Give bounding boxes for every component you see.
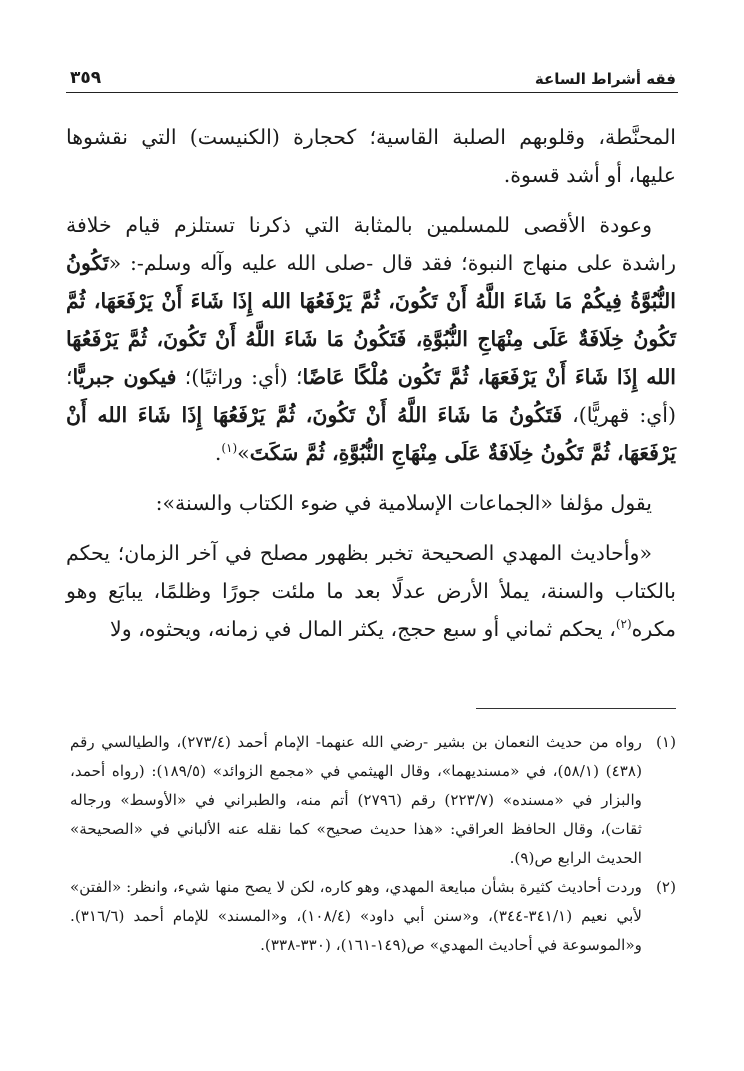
page-header (70, 58, 676, 88)
footnote-ref-2[interactable]: (٢) (615, 617, 632, 632)
hadith-text-c: فَتَكُونُ مَا شَاءَ اللَّهُ أَنْ تَكُونَ، ثُمَّ يَرْفَعُهَا إِذَا شَاءَ الله أَنْ يَرْفَعَهَا، ثُمَّ تَكُونُ خِلَافَةٌ عَلَى مِنْهَاجِ النُّبُوَّةِ، ثُمَّ سَكَتَ (66, 403, 676, 465)
footnote-ref-1[interactable]: (١) (221, 441, 238, 456)
paragraph-2-end: . (214, 441, 222, 465)
paragraph-4 (66, 534, 676, 648)
footnote-2 (70, 873, 676, 960)
hadith-text-b: فيكون جبريًّا (72, 365, 177, 389)
quote-close: » (237, 441, 250, 465)
paragraph-2-gloss-b: ؛ (أي: قهريًّا)، (66, 365, 676, 427)
paragraph-1: المحنَّطة، وقلوبهم الصلبة القاسية؛ كحجارة (الكنيست) التي نقشوها عليها، أو أشد قسوة. (66, 125, 676, 187)
footnote-1 (70, 728, 676, 873)
paragraph-2-intro: وعودة الأقصى للمسلمين بالمثابة التي ذكرنا تستلزم قيام خلافة راشدة على منهاج النبوة؛ فقد قال -صلى الله عليه وآله وسلم-: « (66, 213, 676, 275)
page-number: ٣٥٩ (70, 68, 102, 88)
paragraph-4-text-b: ، يحكم ثماني أو سبع حجج، يكثر المال في زمانه، ويحثوه، ولا (110, 617, 616, 641)
footnote-text: رواه من حديث النعمان بن بشير -رضي الله عنهما- الإمام أحمد (٢٧٣/٤)، والطيالسي رقم (٤٣٨) (٥٨/١)، في «مسنديهما»، وقال الهيثمي في «مجمع الزوائد» (١٨٩/٥): (رواه أحمد، والبزار في «مسنده» (٢٢٣/٧) رقم (٢٧٩٦) أتم منه، والطبراني في «الأوسط» ورجاله ثقات)، وقال الحافظ العراقي: «هذا حديث صحيح» كما نقله عنه الألباني في «الصحيحة» الحديث الرابع ص(٩). (70, 733, 643, 867)
running-title: فقه أشراط الساعة (534, 70, 676, 88)
paragraph-4-text-a: «وأحاديث المهدي الصحيحة تخبر بظهور مصلح في آخر الزمان؛ يحكم بالكتاب والسنة، يملأ الأرض عدلًا بعد ما ملئت جورًا وظلمًا، يبايَع وهو مكره (66, 541, 676, 641)
paragraph-2-gloss-a: ؛ (أي: وراثيًا)؛ (176, 365, 303, 389)
main-text (66, 118, 676, 660)
footnote-number: (٢) (655, 878, 676, 896)
hadith-text-a: تَكُونُ النُّبُوَّةُ فِيكُمْ مَا شَاءَ اللَّهُ أَنْ تَكُونَ، ثُمَّ يَرْفَعُهَا الله إِذَا شَاءَ أَنْ يَرْفَعَهَا، ثُمَّ تَكُونُ خِلَافَةٌ عَلَى مِنْهَاجِ النُّبُوَّةِ، فَتَكُونُ مَا شَاءَ اللَّهُ أَنْ تَكُونَ، ثُمَّ يَرْفَعُهَا الله إِذَا شَاءَ أَنْ يَرْفَعَهَا، ثُمَّ تَكُون مُلْكًا عَاضًا (66, 251, 677, 389)
footnote-text: وردت أحاديث كثيرة بشأن مبايعة المهدي، وهو كاره، لكن لا يصح منها شيء، وانظر: «الفتن» لأبي نعيم (٣٤١/١-٣٤٤)، و«سنن أبي داود» (١٠٨/٤)، و«المسند» للإمام أحمد (٣١٦/٦). و«الموسوعة في أحاديث المهدي» ص(١٤٩-١٦١)، (٣٣٠-٣٣٨). (70, 878, 642, 954)
footnote-number: (١) (655, 733, 676, 751)
footnotes (70, 728, 676, 960)
header-divider (66, 92, 678, 93)
paragraph-3: يقول مؤلفا «الجماعات الإسلامية في ضوء الكتاب والسنة»: (155, 491, 652, 515)
paragraph-2 (66, 206, 676, 472)
footnote-divider (476, 708, 676, 709)
